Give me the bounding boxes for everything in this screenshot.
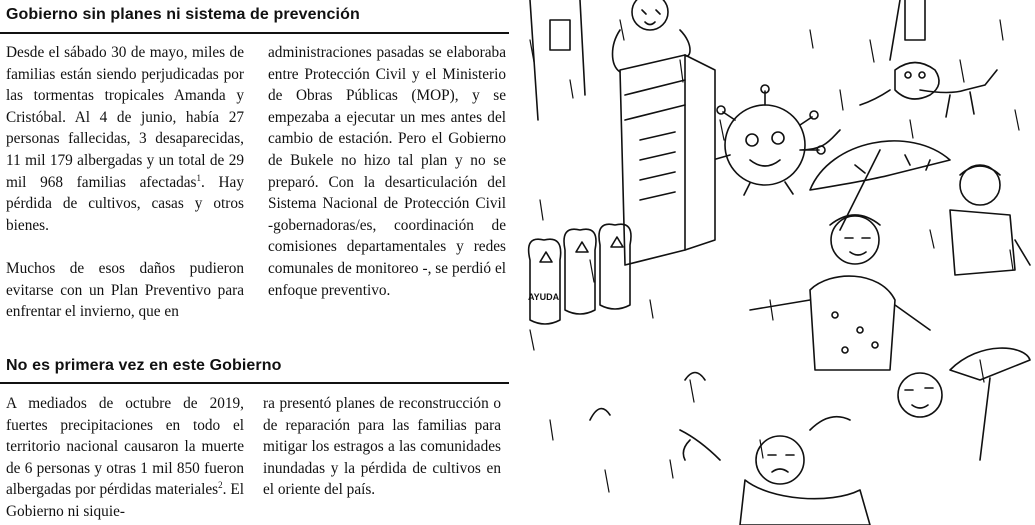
paragraph: ra presentó planes de reconstrucción o de reparación para las familias para mitigar los estragos a las comunidades inundadas y la pérdida de cultivos en el oriente del país. <box>263 395 501 499</box>
window-icon <box>890 0 925 60</box>
section-title-prevencion: Gobierno sin planes ni sistema de prevención <box>6 6 360 23</box>
paragraph: Muchos de esos daños pudieron evitarse con un Plan Preventivo para enfrentar el invierno, que en <box>6 259 244 321</box>
paragraph <box>6 393 244 523</box>
virus-icon <box>716 85 840 195</box>
section1-column-right <box>268 42 506 301</box>
rain-icon <box>530 20 1019 492</box>
section-divider <box>0 382 509 384</box>
section1-column-left <box>6 42 244 323</box>
dog-icon <box>860 63 997 118</box>
paragraph <box>6 42 244 236</box>
paragraph-text: A mediados de octubre de 2019, fuertes precipitaciones en todo el territorio nacional causaron la muerte de 6 personas y otras 1 mil 850 fueron albergadas por pérdidas materiales <box>6 395 244 499</box>
podium-icon <box>620 55 715 265</box>
crowd-icon <box>590 348 1030 525</box>
man-icon <box>950 165 1030 275</box>
aid-bag-label: AYUDA <box>528 292 560 302</box>
footnote-ref: 2 <box>218 480 223 491</box>
woman-icon <box>750 215 930 370</box>
aid-bag-icon <box>529 224 631 324</box>
section2-column-left <box>6 393 244 523</box>
section-title-primera-vez: No es primera vez en este Gobierno <box>6 357 282 374</box>
paragraph-text: Desde el sábado 30 de mayo, miles de familias están siendo perjudicadas por las tormentas tropicales Amanda y Cristóbal. Al 4 de junio, había 27 personas fallecidas, 3 desaparecidas, 11 mil 179 albergadas y un total de 29 mil 968 familias afectadas <box>6 44 244 191</box>
section2-column-right <box>263 393 501 501</box>
politician-icon <box>613 0 691 72</box>
section-divider <box>0 32 509 34</box>
paragraph-text: . El Gobierno ni siquie- <box>6 481 244 520</box>
paragraph: administraciones pasadas se elaboraba entre Protección Civil y el Ministerio de Obras Públicas (MOP), y se empezaba a ejecutar un mes antes del cambio de estación. Pero el Gobierno de Bukele no hizo tal plan y no se preparó. Con la desarticulación del Sistema Nacional de Protección Civil -gobernadoras/es, coordinación de comisiones departamentales y redes comunales de monitoreo -, se perdió el enfoque preventivo. <box>268 44 506 299</box>
paragraph-text: . Hay pérdida de cultivos, casas y otros bienes. <box>6 173 244 234</box>
cartoon-illustration <box>510 0 1035 525</box>
footnote-ref: 1 <box>196 172 202 183</box>
building-icon <box>530 0 585 120</box>
article-text <box>0 0 515 525</box>
umbrella-icon <box>810 141 950 230</box>
